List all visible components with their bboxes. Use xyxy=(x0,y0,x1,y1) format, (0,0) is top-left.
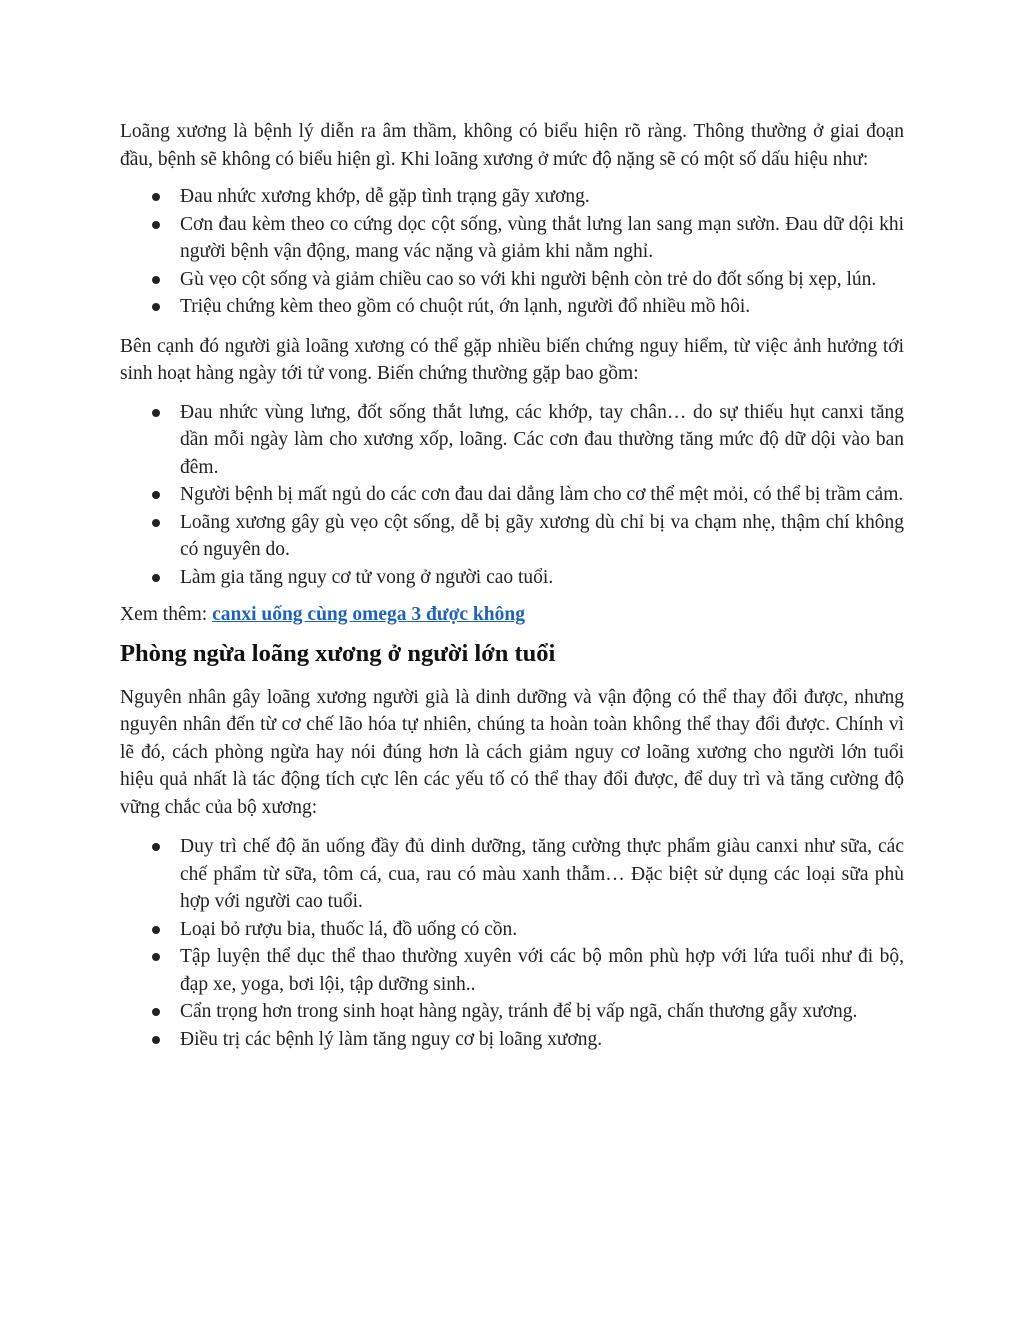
section-heading: Phòng ngừa loãng xương ở người lớn tuổi xyxy=(120,639,556,667)
list-item-text: Đau nhức vùng lưng, đốt sống thắt lưng, các khớp, tay chân… do sự thiếu hụt canxi tăng dần mỗi ngày làm cho xương xốp, loãng. Các cơn đau thường tăng mức độ dữ dội vào ban đêm. xyxy=(180,401,904,478)
complications-paragraph: Bên cạnh đó người già loãng xương có thể gặp nhiều biến chứng nguy hiểm, từ việc ảnh hưởng tới sinh hoạt hàng ngày tới tử vong. Biến chứng thường gặp bao gồm: xyxy=(120,335,904,384)
list-item-text: Duy trì chế độ ăn uống đầy đủ dinh dưỡng, tăng cường thực phẩm giàu canxi như sữa, các chế phẩm từ sữa, tôm cá, cua, rau có màu xanh thẫm… Đặc biệt sử dụng các loại sữa phù hợp với người cao tuổi. xyxy=(180,836,904,912)
intro-paragraph: Loãng xương là bệnh lý diễn ra âm thầm, không có biểu hiện rõ ràng. Thông thường ở giai đoạn đầu, bệnh sẽ không có biểu hiện gì. Khi loãng xương ở mức độ nặng sẽ có một số dấu hiệu như: xyxy=(120,121,904,170)
bullet-icon xyxy=(152,276,160,284)
list-item-text: Làm gia tăng nguy cơ tử vong ở người cao tuổi. xyxy=(180,566,554,588)
list-item-text: Điều trị các bệnh lý làm tăng nguy cơ bị loãng xương. xyxy=(180,1028,603,1050)
list-item xyxy=(120,509,904,564)
list-item-text: Cẩn trọng hơn trong sinh hoạt hàng ngày, tránh để bị vấp ngã, chấn thương gẫy xương. xyxy=(180,1001,858,1022)
list-item-text: Người bệnh bị mất ngủ do các cơn đau dai dẳng làm cho cơ thể mệt mỏi, có thể bị trầm cảm. xyxy=(180,484,904,505)
list-item xyxy=(120,293,904,321)
list-item xyxy=(120,481,904,509)
list-item-text: Loãng xương gây gù vẹo cột sống, dễ bị gãy xương dù chỉ bị va chạm nhẹ, thậm chí không có nguyên do. xyxy=(180,511,904,560)
list-item-text: Đau nhức xương khớp, dễ gặp tình trạng gãy xương. xyxy=(180,186,590,207)
list-item xyxy=(120,998,904,1026)
complications-list xyxy=(120,399,904,592)
bullet-icon xyxy=(152,303,160,311)
bullet-icon xyxy=(152,1008,160,1016)
list-item-text: Cơn đau kèm theo co cứng dọc cột sống, vùng thắt lưng lan sang mạn sườn. Đau dữ dội khi người bệnh vận động, mang vác nặng và giảm khi nằm nghỉ. xyxy=(180,213,904,262)
list-item xyxy=(120,1026,904,1054)
see-also-prefix: Xem thêm: xyxy=(120,604,213,625)
list-item-text: Tập luyện thể dục thể thao thường xuyên với các bộ môn phù hợp với lứa tuổi như đi bộ, đạp xe, yoga, bơi lội, tập dưỡng sinh.. xyxy=(180,946,904,995)
symptoms-list xyxy=(120,183,904,321)
list-item xyxy=(120,833,904,916)
list-item xyxy=(120,564,904,592)
list-item-text: Triệu chứng kèm theo gồm có chuột rút, ớn lạnh, người đổ nhiều mồ hôi. xyxy=(180,296,751,317)
prevention-paragraph: Nguyên nhân gây loãng xương người già là dinh dưỡng và vận động có thể thay đổi được, nhưng nguyên nhân đến từ cơ chế lão hóa tự nhiên, chúng ta hoàn toàn không thể thay đổi được. Chính vì lẽ đó, cách phòng ngừa hay nói đúng hơn là cách giảm nguy cơ loãng xương cho người lớn tuổi hiệu quả nhất là tác động tích cực lên các yếu tố có thể thay đổi được, để duy trì và tăng cường độ vững chắc của bộ xương: xyxy=(120,686,904,818)
bullet-icon xyxy=(152,519,160,527)
prevention-list xyxy=(120,833,904,1053)
bullet-icon xyxy=(152,843,160,851)
bullet-icon xyxy=(152,574,160,582)
bullet-icon xyxy=(152,491,160,499)
list-item xyxy=(120,943,904,998)
list-item xyxy=(120,266,904,294)
see-also-line xyxy=(120,601,904,629)
see-also-link[interactable]: canxi uống cùng omega 3 được không xyxy=(212,604,525,625)
bullet-icon xyxy=(152,1036,160,1044)
list-item xyxy=(120,916,904,944)
list-item-text: Loại bỏ rượu bia, thuốc lá, đồ uống có cồn. xyxy=(180,918,518,940)
list-item-text: Gù vẹo cột sống và giảm chiều cao so với khi người bệnh còn trẻ do đốt sống bị xẹp, lún. xyxy=(180,268,877,290)
bullet-icon xyxy=(152,193,160,201)
bullet-icon xyxy=(152,953,160,961)
list-item xyxy=(120,399,904,482)
list-item xyxy=(120,183,904,211)
bullet-icon xyxy=(152,221,160,229)
bullet-icon xyxy=(152,926,160,934)
bullet-icon xyxy=(152,409,160,417)
list-item xyxy=(120,211,904,266)
document-page xyxy=(120,118,904,1053)
